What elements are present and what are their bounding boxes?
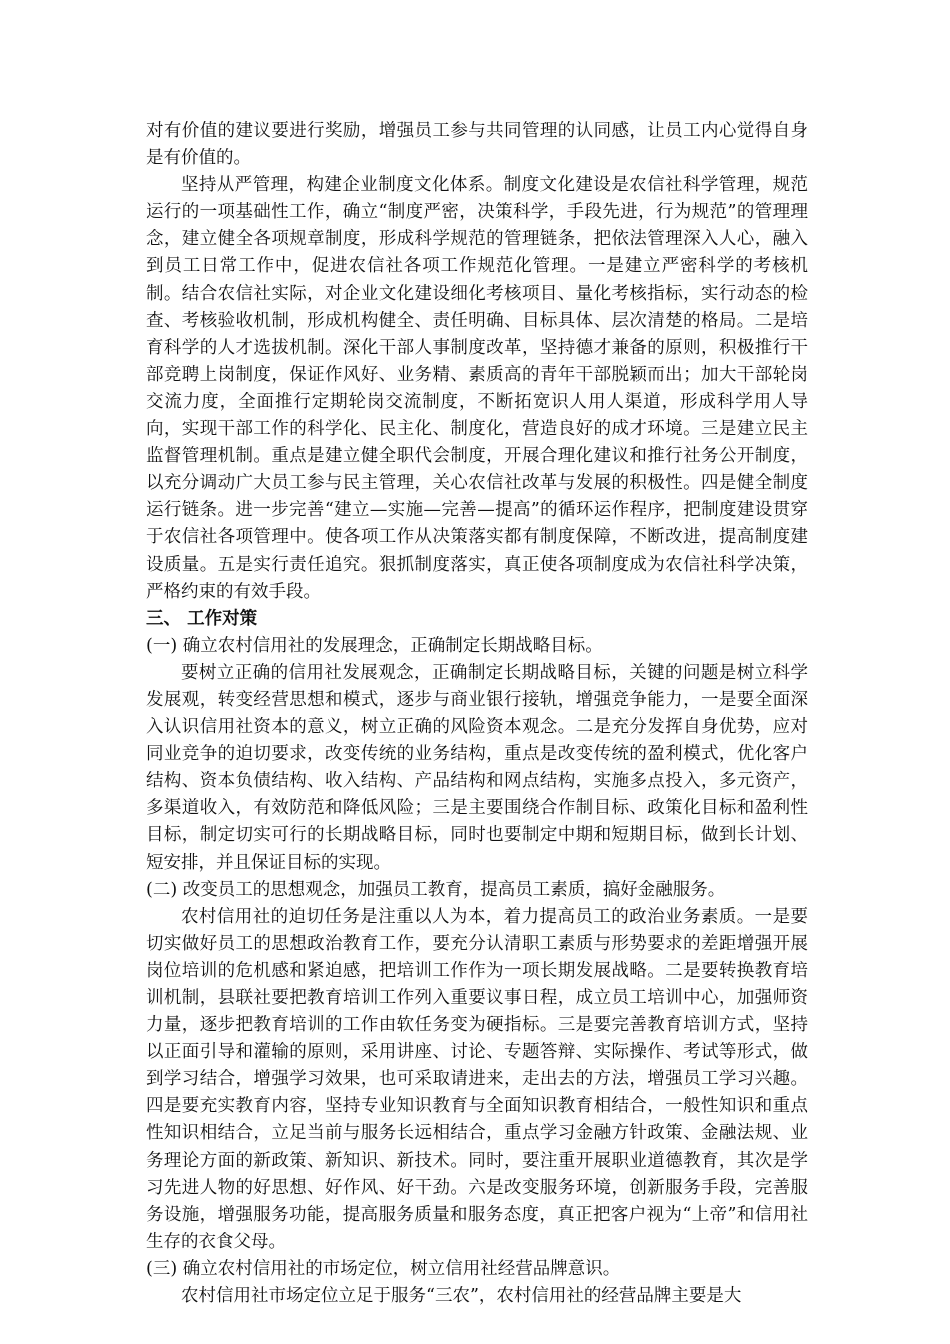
section-heading-work-countermeasures: 三、 工作对策 (146, 608, 258, 629)
subheading-1: (一) 确立农村信用社的发展理念，正确制定长期战略目标。 (146, 635, 603, 656)
subheading-2: (二) 改变员工的思想观念，加强员工教育，提高员工素质，搞好金融服务。 (146, 879, 726, 900)
paragraph-continuation: 对有价值的建议要进行奖励，增强员工参与共同管理的认同感，让员工内心觉得自身是有价值的。 (146, 121, 808, 169)
subheading-3: (三) 确立农村信用社的市场定位，树立信用社经营品牌意识。 (146, 1258, 621, 1279)
document-page (146, 118, 808, 1310)
paragraph-sub1-body: 要树立正确的信用社发展观念，正确制定长期战略目标，关键的问题是树立科学发展观，转变经营思想和模式，逐步与商业银行接轨，增强竞争能力，一是要全面深入认识信用社资本的意义，树立正确的风险资本观念。二是充分发挥自身优势，应对同业竞争的迫切要求，改变传统的业务结构，重点是改变传统的盈利模式，优化客户结构、资本负债结构、收入结构、产品结构和网点结构，实施多点投入，多元资产，多渠道收入，有效防范和降低风险；三是主要围绕合作制目标、政策化目标和盈利性目标，制定切实可行的长期战略目标，同时也要制定中期和短期目标，做到长计划、短安排，并且保证目标的实现。 (146, 662, 808, 873)
paragraph-sub3-body: 农村信用社市场定位立足于服务“三农”，农村信用社的经营品牌主要是大 (181, 1286, 742, 1307)
paragraph-institution-culture: 坚持从严管理，构建企业制度文化体系。制度文化建设是农信社科学管理，规范运行的一项基础性工作，确立“制度严密，决策科学，手段先进，行为规范”的管理理念，建立健全各项规章制度，形成科学规范的管理链条，把依法管理深入人心，融入到员工日常工作中，促进农信社各项工作规范化管理。一是建立严密科学的考核机制。结合农信社实际，对企业文化建设细化考核项目、量化考核指标，实行动态的检查、考核验收机制，形成机构健全、责任明确、目标具体、层次清楚的格局。二是培育科学的人才选拔机制。深化干部人事制度改革，坚持德才兼备的原则，积极推行干部竞聘上岗制度，保证作风好、业务精、素质高的青年干部脱颖而出；加大干部轮岗交流力度，全面推行定期轮岗交流制度，不断拓宽识人用人渠道，形成科学用人导向，实现干部工作的科学化、民主化、制度化，营造良好的成才环境。三是建立民主监督管理机制。重点是建立健全职代会制度，开展合理化建议和推行社务公开制度，以充分调动广大员工参与民主管理，关心农信社改革与发展的积极性。四是健全制度运行链条。进一步完善“建立—实施—完善—提高”的循环运作程序，把制度建设贯穿于农信社各项管理中。使各项工作从决策落实都有制度保障，不断改进，提高制度建设质量。五是实行责任追究。狠抓制度落实，真正使各项制度成为农信社科学决策，严格约束的有效手段。 (146, 175, 808, 602)
paragraph-sub2-body: 农村信用社的迫切任务是注重以人为本，着力提高员工的政治业务素质。一是要切实做好员工的思想政治教育工作，要充分认清职工素质与形势要求的差距增强开展岗位培训的危机感和紧迫感，把培训工作作为一项长期发展战略。二是要转换教育培训机制，县联社要把教育培训工作列入重要议事日程，成立员工培训中心，加强师资力量，逐步把教育培训的工作由软任务变为硬指标。三是要完善教育培训方式，坚持以正面引导和灌输的原则，采用讲座、讨论、专题答辩、实际操作、考试等形式，做到学习结合，增强学习效果，也可采取请进来，走出去的方法，增强员工学习兴趣。四是要充实教育内容，坚持专业知识教育与全面知识教育相结合，一般性知识和重点性知识相结合，立足当前与服务长远相结合，重点学习金融方针政策、金融法规、业务理论方面的新政策、新知识、新技术。同时，要注重开展职业道德教育，其次是学习先进人物的好思想、好作风、好干劲。六是改变服务环境，创新服务手段，完善服务设施，增强服务功能，提高服务质量和服务态度，真正把客户视为“上帝”和信用社生存的衣食父母。 (146, 906, 808, 1252)
